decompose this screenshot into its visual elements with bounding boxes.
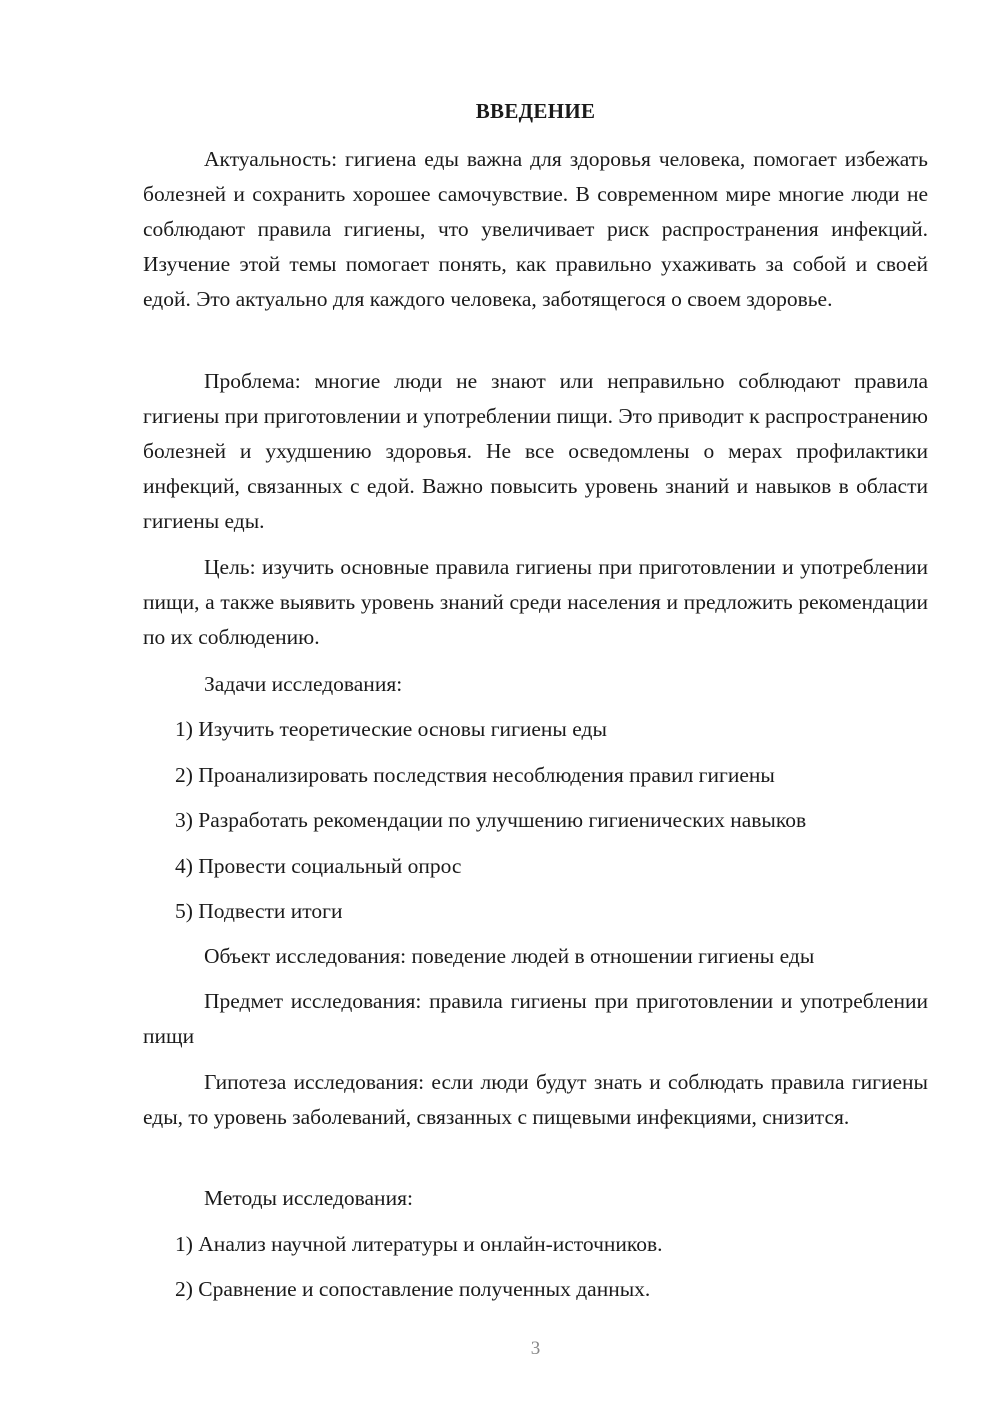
- task-item-1: 1) Изучить теоретические основы гигиены еды: [175, 717, 607, 741]
- goal-paragraph: Цель: изучить основные правила гигиены при приготовлении и употреблении пищи, а также выявить уровень знаний среди населения и предложить рекомендации по их соблюдению.: [143, 555, 928, 649]
- section-title: ВВЕДЕНИЕ: [475, 99, 596, 123]
- method-item-2: 2) Сравнение и сопоставление полученных данных.: [175, 1277, 651, 1301]
- hypothesis-paragraph: Гипотеза исследования: если люди будут знать и соблюдать правила гигиены еды, то уровень заболеваний, связанных с пищевыми инфекциями, снизится.: [143, 1070, 928, 1129]
- task-item-2: 2) Проанализировать последствия несоблюдения правил гигиены: [175, 763, 775, 787]
- method-item-1: 1) Анализ научной литературы и онлайн-источников.: [175, 1232, 663, 1256]
- document-page: [143, 0, 928, 1414]
- task-item-3: 3) Разработать рекомендации по улучшению гигиенических навыков: [175, 808, 807, 832]
- relevance-paragraph: Актуальность: гигиена еды важна для здоровья человека, помогает избежать болезней и сохранить хорошее самочувствие. В современном мире многие люди не соблюдают правила гигиены, что увеличивает риск распространения инфекций. Изучение этой темы помогает понять, как правильно ухаживать за собой и своей едой. Это актуально для каждого человека, заботящегося о своем здоровье.: [143, 147, 928, 311]
- object-paragraph: Объект исследования: поведение людей в отношении гигиены еды: [204, 944, 815, 968]
- subject-paragraph: Предмет исследования: правила гигиены при приготовлении и употреблении пищи: [143, 989, 928, 1048]
- problem-paragraph: Проблема: многие люди не знают или неправильно соблюдают правила гигиены при приготовлении и употреблении пищи. Это приводит к распространению болезней и ухудшению здоровья. Не все осведомлены о мерах профилактики инфекций, связанных с едой. Важно повысить уровень знаний и навыков в области гигиены еды.: [143, 369, 928, 533]
- methods-heading: Методы исследования:: [204, 1186, 413, 1210]
- tasks-heading: Задачи исследования:: [204, 672, 403, 696]
- task-item-5: 5) Подвести итоги: [175, 899, 343, 923]
- task-item-4: 4) Провести социальный опрос: [175, 854, 462, 878]
- page-number: 3: [530, 1338, 541, 1359]
